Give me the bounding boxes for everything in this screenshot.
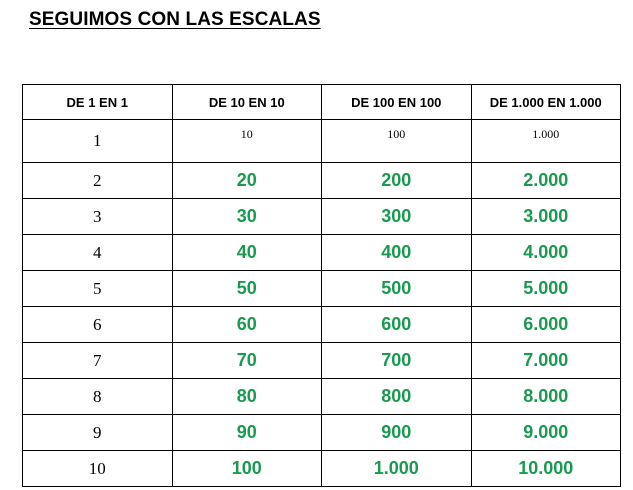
cell-thousands: 1.000 <box>471 120 621 163</box>
cell-thousands: 4.000 <box>471 235 621 271</box>
table-row <box>23 307 621 343</box>
table-row <box>23 235 621 271</box>
table-row <box>23 199 621 235</box>
cell-ones: 8 <box>23 379 173 415</box>
cell-ones: 2 <box>23 163 173 199</box>
cell-thousands: 9.000 <box>471 415 621 451</box>
cell-ones: 5 <box>23 271 173 307</box>
cell-hundreds: 200 <box>322 163 472 199</box>
cell-hundreds: 400 <box>322 235 472 271</box>
scales-table <box>22 84 621 487</box>
cell-tens: 60 <box>172 307 322 343</box>
cell-thousands: 10.000 <box>471 451 621 487</box>
cell-ones: 7 <box>23 343 173 379</box>
cell-tens: 90 <box>172 415 322 451</box>
cell-thousands: 6.000 <box>471 307 621 343</box>
table-row <box>23 415 621 451</box>
cell-thousands: 2.000 <box>471 163 621 199</box>
cell-ones: 1 <box>23 120 173 163</box>
cell-tens: 30 <box>172 199 322 235</box>
cell-tens: 70 <box>172 343 322 379</box>
header-by-thousands: DE 1.000 EN 1.000 <box>471 85 621 120</box>
cell-tens: 50 <box>172 271 322 307</box>
cell-thousands: 7.000 <box>471 343 621 379</box>
cell-hundreds: 600 <box>322 307 472 343</box>
table-row <box>23 451 621 487</box>
cell-thousands: 3.000 <box>471 199 621 235</box>
cell-ones: 10 <box>23 451 173 487</box>
cell-hundreds: 700 <box>322 343 472 379</box>
header-by-tens: DE 10 EN 10 <box>172 85 322 120</box>
page-title: SEGUIMOS CON LAS ESCALAS <box>29 9 321 30</box>
table-row <box>23 120 621 163</box>
cell-tens: 100 <box>172 451 322 487</box>
table-row <box>23 379 621 415</box>
cell-tens: 40 <box>172 235 322 271</box>
cell-ones: 9 <box>23 415 173 451</box>
cell-ones: 6 <box>23 307 173 343</box>
cell-hundreds: 1.000 <box>322 451 472 487</box>
cell-ones: 4 <box>23 235 173 271</box>
header-by-ones: DE 1 EN 1 <box>23 85 173 120</box>
cell-hundreds: 800 <box>322 379 472 415</box>
cell-tens: 20 <box>172 163 322 199</box>
cell-tens: 80 <box>172 379 322 415</box>
cell-hundreds: 500 <box>322 271 472 307</box>
cell-hundreds: 100 <box>322 120 472 163</box>
cell-thousands: 8.000 <box>471 379 621 415</box>
cell-hundreds: 900 <box>322 415 472 451</box>
cell-hundreds: 300 <box>322 199 472 235</box>
cell-tens: 10 <box>172 120 322 163</box>
table-row <box>23 343 621 379</box>
table-row <box>23 271 621 307</box>
header-by-hundreds: DE 100 EN 100 <box>322 85 472 120</box>
table-header-row <box>23 85 621 120</box>
table-row <box>23 163 621 199</box>
cell-ones: 3 <box>23 199 173 235</box>
cell-thousands: 5.000 <box>471 271 621 307</box>
